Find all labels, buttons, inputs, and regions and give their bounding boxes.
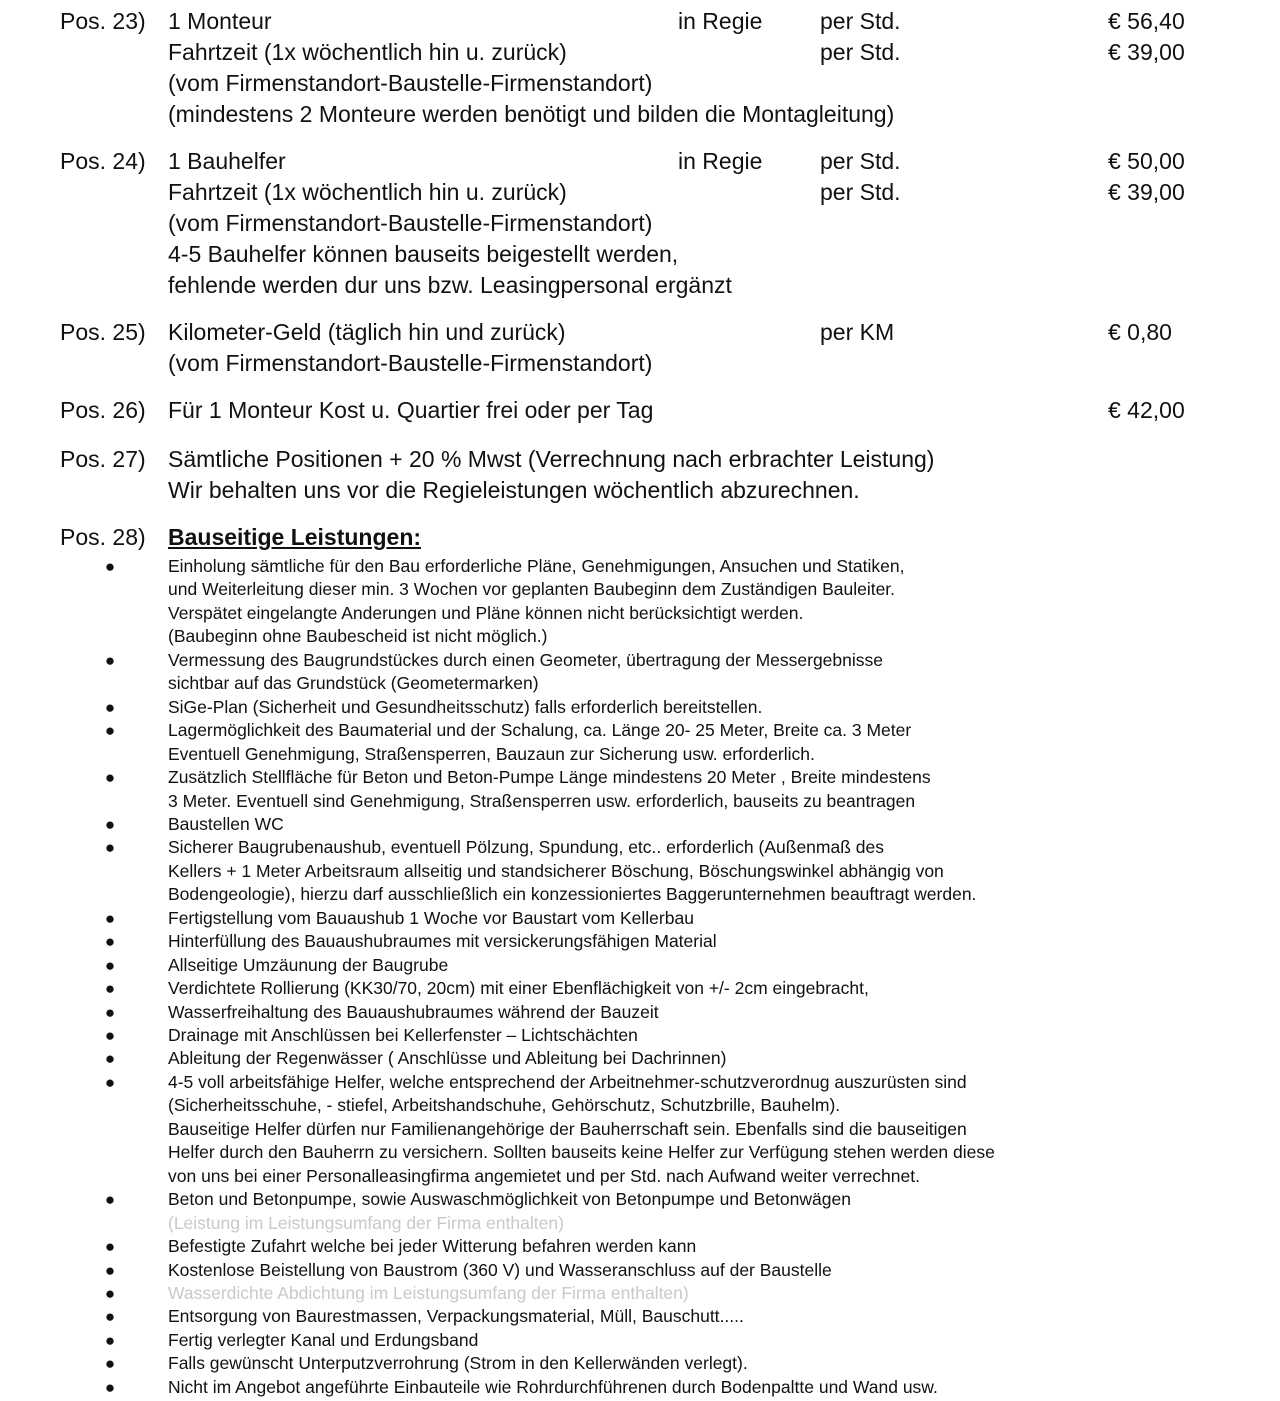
- regie-label: in Regie: [678, 8, 763, 34]
- position-line: (vom Firmenstandort-Baustelle-Firmenstandort): [168, 70, 653, 96]
- position-line: Kilometer-Geld (täglich hin und zurück): [168, 319, 566, 345]
- bullet-icon: ●: [104, 1261, 116, 1280]
- list-item-continuation: Kellers + 1 Meter Arbeitsraum allseitig und standsicherer Böschung, Böschungswinkel abhängig von: [168, 861, 944, 881]
- position-line: (vom Firmenstandort-Baustelle-Firmenstandort): [168, 210, 653, 236]
- list-item: Beton und Betonpumpe, sowie Auswaschmöglichkeit von Betonpumpe und Betonwägen: [168, 1189, 851, 1209]
- position-label: Pos. 27): [60, 446, 146, 472]
- list-item-continuation: sichtbar auf das Grundstück (Geometermarken): [168, 673, 539, 693]
- price: € 42,00: [1108, 397, 1185, 423]
- list-item: Fertig verlegter Kanal und Erdungsband: [168, 1330, 479, 1350]
- bullet-icon: ●: [104, 721, 116, 740]
- list-item-continuation: Bauseitige Helfer dürfen nur Familienangehörige der Bauherrschaft sein. Ebenfalls sind die bauseitigen: [168, 1119, 967, 1139]
- position-line: Wir behalten uns vor die Regieleistungen wöchentlich abzurechnen.: [168, 477, 860, 503]
- bullet-icon: ●: [104, 1049, 116, 1068]
- position-label: Pos. 23): [60, 8, 146, 34]
- bullet-icon: ●: [104, 815, 116, 834]
- position-label: Pos. 24): [60, 148, 146, 174]
- position-line: Sämtliche Positionen + 20 % Mwst (Verrechnung nach erbrachter Leistung): [168, 446, 935, 472]
- list-item-continuation: Verspätet eingelangte Anderungen und Pläne können nicht berücksichtigt werden.: [168, 603, 804, 623]
- position-line: Fahrtzeit (1x wöchentlich hin u. zurück): [168, 39, 567, 65]
- list-item: Verdichtete Rollierung (KK30/70, 20cm) mit einer Ebenflächigkeit von +/- 2cm eingebracht,: [168, 978, 869, 998]
- bullet-icon: ●: [104, 1237, 116, 1256]
- list-item: Vermessung des Baugrundstückes durch einen Geometer, übertragung der Messergebnisse: [168, 650, 884, 670]
- unit-label: per KM: [820, 319, 895, 345]
- position-line: (vom Firmenstandort-Baustelle-Firmenstandort): [168, 350, 653, 376]
- section-heading: Bauseitige Leistungen:: [168, 524, 422, 550]
- list-item: Fertigstellung vom Bauaushub 1 Woche vor Baustart vom Kellerbau: [168, 908, 694, 928]
- price: € 39,00: [1108, 39, 1185, 65]
- price: € 39,00: [1108, 179, 1185, 205]
- list-item: Wasserfreihaltung des Bauaushubraumes während der Bauzeit: [168, 1002, 659, 1022]
- list-item: Befestigte Zufahrt welche bei jeder Witterung befahren werden kann: [168, 1236, 697, 1256]
- list-item: 4-5 voll arbeitsfähige Helfer, welche entsprechend der Arbeitnehmer-schutzverordnug auszurüsten sind: [168, 1072, 967, 1092]
- list-item-continuation: Bodengeologie), hierzu darf ausschließlich ein konzessioniertes Baggerunternehmen beauftragt werden.: [168, 884, 977, 904]
- bullet-icon: ●: [104, 1378, 116, 1397]
- list-item: Kostenlose Beistellung von Baustrom (360 V) und Wasseranschluss auf der Baustelle: [168, 1260, 832, 1280]
- position-line: 4-5 Bauhelfer können bauseits beigestellt werden,: [168, 241, 679, 267]
- bullet-icon: ●: [104, 698, 116, 717]
- list-item: Allseitige Umzäunung der Baugrube: [168, 955, 449, 975]
- bullet-icon: ●: [104, 1354, 116, 1373]
- bullet-icon: ●: [104, 979, 116, 998]
- unit-label: per Std.: [820, 179, 901, 205]
- list-item: Entsorgung von Baurestmassen, Verpackungsmaterial, Müll, Bauschutt.....: [168, 1306, 744, 1326]
- position-label: Pos. 26): [60, 397, 146, 423]
- list-item-continuation: (Baubeginn ohne Baubescheid ist nicht möglich.): [168, 626, 548, 646]
- bullet-icon: ●: [104, 1190, 116, 1209]
- list-item-continuation: und Weiterleitung dieser min. 3 Wochen vor geplanten Baubeginn dem Zuständigen Bauleiter.: [168, 579, 896, 599]
- bullet-icon: ●: [104, 1073, 116, 1092]
- bullet-icon: ●: [104, 1331, 116, 1350]
- position-label: Pos. 25): [60, 319, 146, 345]
- price: € 0,80: [1108, 319, 1172, 345]
- position-line: 1 Bauhelfer: [168, 148, 286, 174]
- list-item-continuation: (Sicherheitsschuhe, - stiefel, Arbeitshandschuhe, Gehörschutz, Schutzbrille, Bauhelm).: [168, 1095, 841, 1115]
- list-item: Nicht im Angebot angeführte Einbauteile wie Rohrdurchführenen durch Bodenpaltte und Wand usw.: [168, 1377, 938, 1397]
- unit-label: per Std.: [820, 148, 901, 174]
- unit-label: per Std.: [820, 39, 901, 65]
- list-item-continuation: von uns bei einer Personalleasingfirma angemietet und per Std. nach Aufwand weiter verrechnet.: [168, 1166, 920, 1186]
- list-item: Lagermöglichkeit des Baumaterial und der Schalung, ca. Länge 20- 25 Meter, Breite ca. 3 Meter: [168, 720, 912, 740]
- bullet-icon: ●: [104, 838, 116, 857]
- list-item: Falls gewünscht Unterputzverrohrung (Strom in den Kellerwänden verlegt).: [168, 1353, 748, 1373]
- list-item: Wasserdichte Abdichtung im Leistungsumfang der Firma enthalten): [168, 1283, 689, 1303]
- bullet-icon: ●: [104, 1307, 116, 1326]
- list-item: Drainage mit Anschlüssen bei Kellerfenster – Lichtschächten: [168, 1025, 638, 1045]
- position-line: (mindestens 2 Monteure werden benötigt und bilden die Montagleitung): [168, 101, 895, 127]
- position-line: Für 1 Monteur Kost u. Quartier frei oder per Tag: [168, 397, 654, 423]
- list-item-continuation: Eventuell Genehmigung, Straßensperren, Bauzaun zur Sicherung usw. erforderlich.: [168, 744, 815, 764]
- bullet-icon: ●: [104, 956, 116, 975]
- price: € 56,40: [1108, 8, 1185, 34]
- list-item: Ableitung der Regenwässer ( Anschlüsse und Ableitung bei Dachrinnen): [168, 1048, 727, 1068]
- list-item: Hinterfüllung des Bauaushubraumes mit versickerungsfähigen Material: [168, 931, 717, 951]
- list-item-continuation: (Leistung im Leistungsumfang der Firma enthalten): [168, 1213, 564, 1233]
- bullet-icon: ●: [104, 1003, 116, 1022]
- position-line: Fahrtzeit (1x wöchentlich hin u. zurück): [168, 179, 567, 205]
- bullet-icon: ●: [104, 909, 116, 928]
- price: € 50,00: [1108, 148, 1185, 174]
- position-label: Pos. 28): [60, 524, 146, 550]
- bullet-icon: ●: [104, 768, 116, 787]
- regie-label: in Regie: [678, 148, 763, 174]
- list-item: Baustellen WC: [168, 814, 284, 834]
- position-line: 1 Monteur: [168, 8, 272, 34]
- list-item: SiGe-Plan (Sicherheit und Gesundheitsschutz) falls erforderlich bereitstellen.: [168, 697, 763, 717]
- list-item-continuation: Helfer durch den Bauherrn zu versichern. Sollten bauseits keine Helfer zur Verfügung stehen werden diese: [168, 1142, 995, 1162]
- list-item-continuation: 3 Meter. Eventuell sind Genehmigung, Straßensperren usw. erforderlich, bauseits zu beantragen: [168, 791, 916, 811]
- list-item: Zusätzlich Stellfläche für Beton und Beton-Pumpe Länge mindestens 20 Meter , Breite mindestens: [168, 767, 931, 787]
- list-item: Sicherer Baugrubenaushub, eventuell Pölzung, Spundung, etc.. erforderlich (Außenmaß des: [168, 837, 884, 857]
- bullet-icon: ●: [104, 1026, 116, 1045]
- bullet-icon: ●: [104, 651, 116, 670]
- bullet-icon: ●: [104, 1284, 116, 1303]
- bullet-icon: ●: [104, 932, 116, 951]
- list-item: Einholung sämtliche für den Bau erforderliche Pläne, Genehmigungen, Ansuchen und Statiken,: [168, 556, 905, 576]
- unit-label: per Std.: [820, 8, 901, 34]
- position-line: fehlende werden dur uns bzw. Leasingpersonal ergänzt: [168, 272, 732, 298]
- bullet-icon: ●: [104, 557, 116, 576]
